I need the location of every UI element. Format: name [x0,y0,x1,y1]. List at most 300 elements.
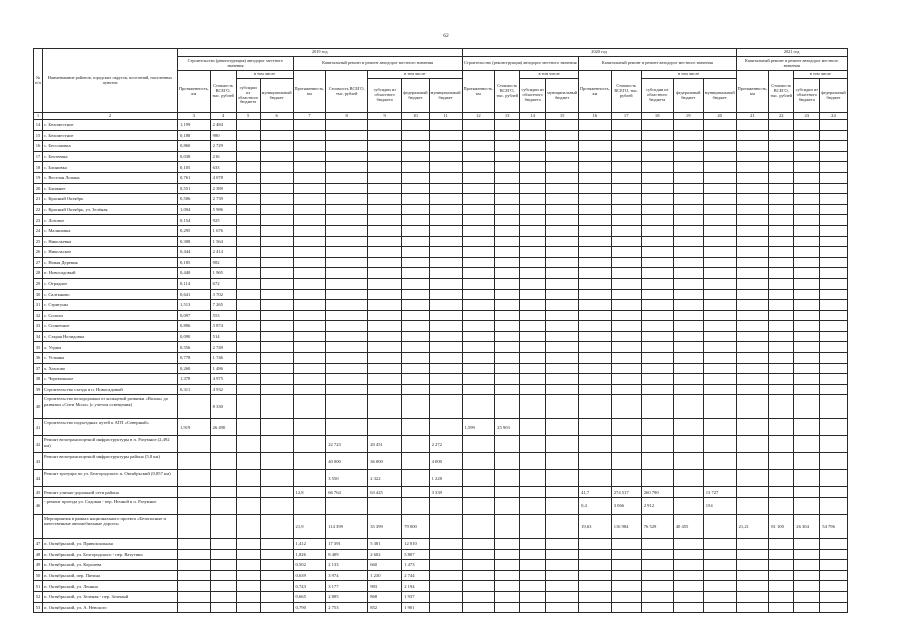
cell-col-3: 0,260 [178,363,211,374]
cell-col-18 [641,162,673,173]
cell-col-15 [546,570,579,581]
cell-col-17 [611,194,641,205]
cell-col-21 [736,331,769,342]
cell-col-17 [611,225,641,236]
cell-col-10 [402,321,429,332]
cell-col-7 [293,342,326,353]
cell-col-5 [236,487,260,498]
cell-col-19 [673,419,703,436]
cell-col-19 [673,602,703,613]
cell-col-6 [260,162,293,173]
row-number: 53 [34,602,43,613]
cell-col-24 [820,363,847,374]
table-row [34,353,848,364]
cell-col-13 [495,183,520,194]
cell-col-14 [520,436,546,453]
cell-col-13 [495,549,520,560]
cell-col-6 [260,141,293,152]
row-number: 29 [34,278,43,289]
cell-col-22 [769,498,794,515]
cell-col-22 [769,215,794,226]
cell-col-16 [579,310,612,321]
year-2020-header: 2020 год [462,49,736,57]
cell-col-7 [293,194,326,205]
cell-col-17 [611,289,641,300]
row-name: с. Никольское [43,247,178,258]
cell-col-3: 0,038 [178,151,211,162]
row-name: Ремонт улично-дорожной сети района [43,487,178,498]
cell-col-17 [611,419,641,436]
cell-col-11 [429,363,462,374]
cell-col-4: 553 [210,310,236,321]
cell-col-5 [236,453,260,470]
row-number: 23 [34,215,43,226]
cell-col-22 [769,289,794,300]
table-row [34,268,848,279]
column-number: 18 [641,113,673,120]
cell-col-18: 260 790 [641,487,673,498]
cell-col-15 [546,419,579,436]
cell-col-21 [736,436,769,453]
cell-col-8: 3 177 [326,581,368,592]
cell-col-9 [368,172,402,183]
cell-col-5 [236,268,260,279]
cell-col-20 [703,353,736,364]
row-number: 50 [34,570,43,581]
cell-col-17 [611,130,641,141]
cell-col-16: 0,4 [579,498,612,515]
cell-col-10: 1 937 [402,592,429,603]
cell-col-20 [703,515,736,539]
cell-col-9 [368,419,402,436]
cell-col-20 [703,342,736,353]
road-financing-table [33,48,848,613]
cell-col-17 [611,374,641,385]
cell-col-8: 22 723 [326,436,368,453]
column-number: 11 [429,113,462,120]
cell-col-7 [293,247,326,258]
cell-col-4: 2 484 [210,120,236,131]
cell-col-6 [260,581,293,592]
cell-col-22 [769,374,794,385]
municipal-header: муниципальный бюджет [703,79,736,113]
cell-col-15 [546,592,579,603]
cell-col-23 [794,236,820,247]
cell-col-5 [236,581,260,592]
cell-col-14 [520,374,546,385]
cell-col-16 [579,268,612,279]
cell-col-18 [641,539,673,550]
cell-col-9 [368,204,402,215]
cell-col-21 [736,560,769,571]
table-row [34,453,848,470]
cell-col-14 [520,172,546,183]
cell-col-16 [579,321,612,332]
row-number: 14 [34,120,43,131]
cell-col-16 [579,342,612,353]
cell-col-17 [611,215,641,226]
table-row [34,310,848,321]
cell-col-24 [820,581,847,592]
row-number: 46 [34,498,43,515]
cell-col-24 [820,395,847,419]
cell-col-4 [210,602,236,613]
cell-col-13: 25 903 [495,419,520,436]
cell-col-19 [673,236,703,247]
cell-col-17 [611,436,641,453]
cell-col-19 [673,225,703,236]
cell-col-13 [495,257,520,268]
cell-col-7 [293,172,326,183]
construction-2020-header: Строительство (реконструкция) автодорог местного значения [462,57,579,71]
cell-col-15 [546,321,579,332]
cell-col-12 [462,374,495,385]
cell-col-16 [579,215,612,226]
cell-col-20: 13 727 [703,487,736,498]
cell-col-15 [546,436,579,453]
cell-col-9 [368,300,402,311]
cell-col-21 [736,141,769,152]
cell-col-8: 3 550 [326,470,368,487]
row-name: с. Бессоновка [43,141,178,152]
table-row [34,374,848,385]
cell-col-15 [546,331,579,342]
cell-col-15 [546,353,579,364]
cell-col-22 [769,310,794,321]
table-row [34,395,848,419]
cell-col-23 [794,183,820,194]
cell-col-13 [495,289,520,300]
cell-col-22 [769,363,794,374]
cell-col-9 [368,374,402,385]
cell-col-22 [769,560,794,571]
cell-col-18 [641,278,673,289]
cell-col-10 [402,374,429,385]
cell-col-23 [794,353,820,364]
cell-col-24 [820,278,847,289]
cell-col-21 [736,130,769,141]
cell-col-7 [293,353,326,364]
cell-col-12 [462,453,495,470]
cell-col-15 [546,236,579,247]
row-name: с. Новая Деревня [43,257,178,268]
cell-col-7 [293,374,326,385]
cell-col-5 [236,602,260,613]
cell-col-3: 0,440 [178,268,211,279]
cell-col-15 [546,560,579,571]
cell-col-20 [703,151,736,162]
cell-col-15 [546,247,579,258]
cell-col-9 [368,268,402,279]
table-row [34,225,848,236]
cell-col-14 [520,310,546,321]
federal-header: федеральный бюджет [673,79,703,113]
cell-col-10 [402,342,429,353]
cell-col-21 [736,120,769,131]
cell-col-19 [673,247,703,258]
cell-col-21 [736,342,769,353]
table-row [34,300,848,311]
row-name: п. Октябрьский, ул. Привокзальная [43,539,178,550]
cell-col-10 [402,436,429,453]
cell-col-24 [820,353,847,364]
cell-col-10: 1 901 [402,602,429,613]
cell-col-13 [495,498,520,515]
cell-col-3 [178,436,211,453]
cell-col-6 [260,151,293,162]
cell-col-8 [326,215,368,226]
cell-col-5 [236,331,260,342]
cell-col-7 [293,300,326,311]
cell-col-16 [579,436,612,453]
cell-col-8 [326,268,368,279]
cell-col-6 [260,515,293,539]
cell-col-12 [462,130,495,141]
cell-col-4: 8 330 [210,395,236,419]
cell-col-10 [402,487,429,498]
cell-col-23 [794,498,820,515]
cell-col-11 [429,560,462,571]
cell-col-21 [736,310,769,321]
cell-col-17 [611,300,641,311]
cell-col-8 [326,183,368,194]
cell-col-9 [368,342,402,353]
cell-col-4 [210,470,236,487]
row-name: Мероприятия в рамках национального проекта «Безопасные и качественные автомобильные дороги» [43,515,178,539]
cell-col-23 [794,395,820,419]
row-number: 52 [34,592,43,603]
cell-col-9: 5 381 [368,539,402,550]
cell-col-8 [326,225,368,236]
cell-col-12 [462,162,495,173]
capital-repair-2019-header: Капитальный ремонт и ремонт автодорог местного значения [293,57,462,71]
cell-col-12 [462,151,495,162]
cell-col-5 [236,300,260,311]
cell-col-11 [429,321,462,332]
year-header-row [34,49,848,57]
cell-col-9 [368,247,402,258]
construction-2019-header: Строительство (реконструкция) автодорог местного значения [178,57,294,71]
table-row [34,289,848,300]
cell-col-8 [326,331,368,342]
table-row [34,204,848,215]
cell-col-11 [429,236,462,247]
cell-col-7 [293,470,326,487]
cell-col-13 [495,602,520,613]
incl-header: в том числе [520,71,579,79]
cell-col-19 [673,498,703,515]
cell-col-18 [641,289,673,300]
cell-col-18 [641,549,673,560]
cell-col-20 [703,539,736,550]
cell-col-4: 5 986 [210,204,236,215]
cell-col-12 [462,310,495,321]
cell-col-16 [579,172,612,183]
cell-col-15 [546,162,579,173]
cell-col-23 [794,321,820,332]
cell-col-4: 633 [210,162,236,173]
cell-col-6 [260,257,293,268]
cell-col-6 [260,487,293,498]
cell-col-11 [429,172,462,183]
cell-col-3: 0,806 [178,321,211,332]
row-number: 31 [34,300,43,311]
cell-col-9 [368,120,402,131]
row-name: с. Стригуны [43,300,178,311]
cell-col-6 [260,120,293,131]
cell-col-11 [429,141,462,152]
cell-col-8 [326,172,368,183]
cell-col-8 [326,194,368,205]
cell-col-17 [611,310,641,321]
column-number: 17 [611,113,641,120]
cell-col-18 [641,570,673,581]
cell-col-9: 63 425 [368,487,402,498]
cell-col-19 [673,141,703,152]
cell-col-10 [402,183,429,194]
cell-col-14 [520,570,546,581]
cell-col-17: 274 517 [611,487,641,498]
cell-col-19 [673,342,703,353]
cell-col-10: 12 010 [402,539,429,550]
cell-col-19 [673,151,703,162]
cell-col-4: 2 739 [210,194,236,205]
cell-col-10 [402,289,429,300]
cell-col-13 [495,539,520,550]
table-row [34,560,848,571]
cell-col-20 [703,570,736,581]
cell-col-6 [260,278,293,289]
row-name: с. Беломестное [43,120,178,131]
cell-col-10 [402,498,429,515]
cell-col-22 [769,470,794,487]
cell-col-13 [495,395,520,419]
cell-col-12 [462,487,495,498]
cell-col-24 [820,331,847,342]
cell-col-9 [368,363,402,374]
cell-col-3 [178,470,211,487]
cell-col-21 [736,236,769,247]
cell-col-16 [579,151,612,162]
cell-col-9: 852 [368,602,402,613]
cell-col-20 [703,419,736,436]
cell-col-19 [673,395,703,419]
cell-col-6 [260,602,293,613]
column-number: 12 [462,113,495,120]
cell-col-20 [703,331,736,342]
cell-col-4: 7 265 [210,300,236,311]
cell-col-9: 20 451 [368,436,402,453]
cell-col-11 [429,539,462,550]
cell-col-15 [546,470,579,487]
cell-col-19 [673,172,703,183]
cell-col-9 [368,257,402,268]
cell-col-17 [611,183,641,194]
cell-col-7 [293,419,326,436]
cell-col-13 [495,247,520,258]
cell-col-3: 0,641 [178,289,211,300]
row-number [34,515,43,539]
column-number: 22 [769,113,794,120]
cell-col-24: 54 796 [820,515,847,539]
cell-col-9 [368,162,402,173]
cell-col-23 [794,592,820,603]
cell-col-22 [769,453,794,470]
cell-col-5 [236,539,260,550]
cell-col-3 [178,498,211,515]
cell-col-16 [579,225,612,236]
cell-col-14 [520,257,546,268]
name-header: Наименование районов, городских округов, поселений, населенных пунктов [43,49,178,113]
cell-col-24 [820,225,847,236]
cell-col-14 [520,183,546,194]
cell-col-21 [736,470,769,487]
cell-col-5 [236,342,260,353]
table-row [34,487,848,498]
cell-col-10 [402,120,429,131]
cell-col-15 [546,581,579,592]
cell-col-16 [579,384,612,395]
cell-col-3: 0,097 [178,310,211,321]
cell-col-6 [260,592,293,603]
row-name: п. Октябрьский, пер. Пятина [43,570,178,581]
cell-col-5 [236,384,260,395]
cell-col-18 [641,215,673,226]
cell-col-18 [641,374,673,385]
cell-col-22 [769,487,794,498]
cell-col-3: 0,154 [178,215,211,226]
cell-col-3 [178,549,211,560]
cell-col-4 [210,581,236,592]
cell-col-19 [673,278,703,289]
column-number: 21 [736,113,769,120]
cell-col-13 [495,141,520,152]
cell-col-22 [769,419,794,436]
column-number: 4 [210,113,236,120]
cell-col-8 [326,247,368,258]
financing-table-sheet [33,48,848,613]
cell-col-4: 1 676 [210,225,236,236]
cell-col-7 [293,384,326,395]
cell-col-22 [769,602,794,613]
cell-col-10: 2 194 [402,581,429,592]
column-number: 7 [293,113,326,120]
cell-col-15 [546,487,579,498]
cell-col-5 [236,289,260,300]
cell-col-9 [368,215,402,226]
cell-col-10 [402,215,429,226]
cell-col-7 [293,363,326,374]
cell-col-15 [546,130,579,141]
cell-col-7 [293,236,326,247]
cell-col-14 [520,539,546,550]
cell-col-10: 2 744 [402,570,429,581]
table-row [34,130,848,141]
cell-col-11 [429,395,462,419]
column-number: 10 [402,113,429,120]
cell-col-10: 1 473 [402,560,429,571]
row-number: 51 [34,581,43,592]
cell-col-3: 1,004 [178,204,211,215]
cell-col-10 [402,172,429,183]
cell-col-23 [794,225,820,236]
cell-col-4: 4 932 [210,384,236,395]
cell-col-19 [673,353,703,364]
cell-col-11 [429,602,462,613]
cell-col-21 [736,268,769,279]
row-name: - ремонт проезда ул. Садовая - пер. Ночной в п. Разумное [43,498,178,515]
cell-col-15 [546,539,579,550]
